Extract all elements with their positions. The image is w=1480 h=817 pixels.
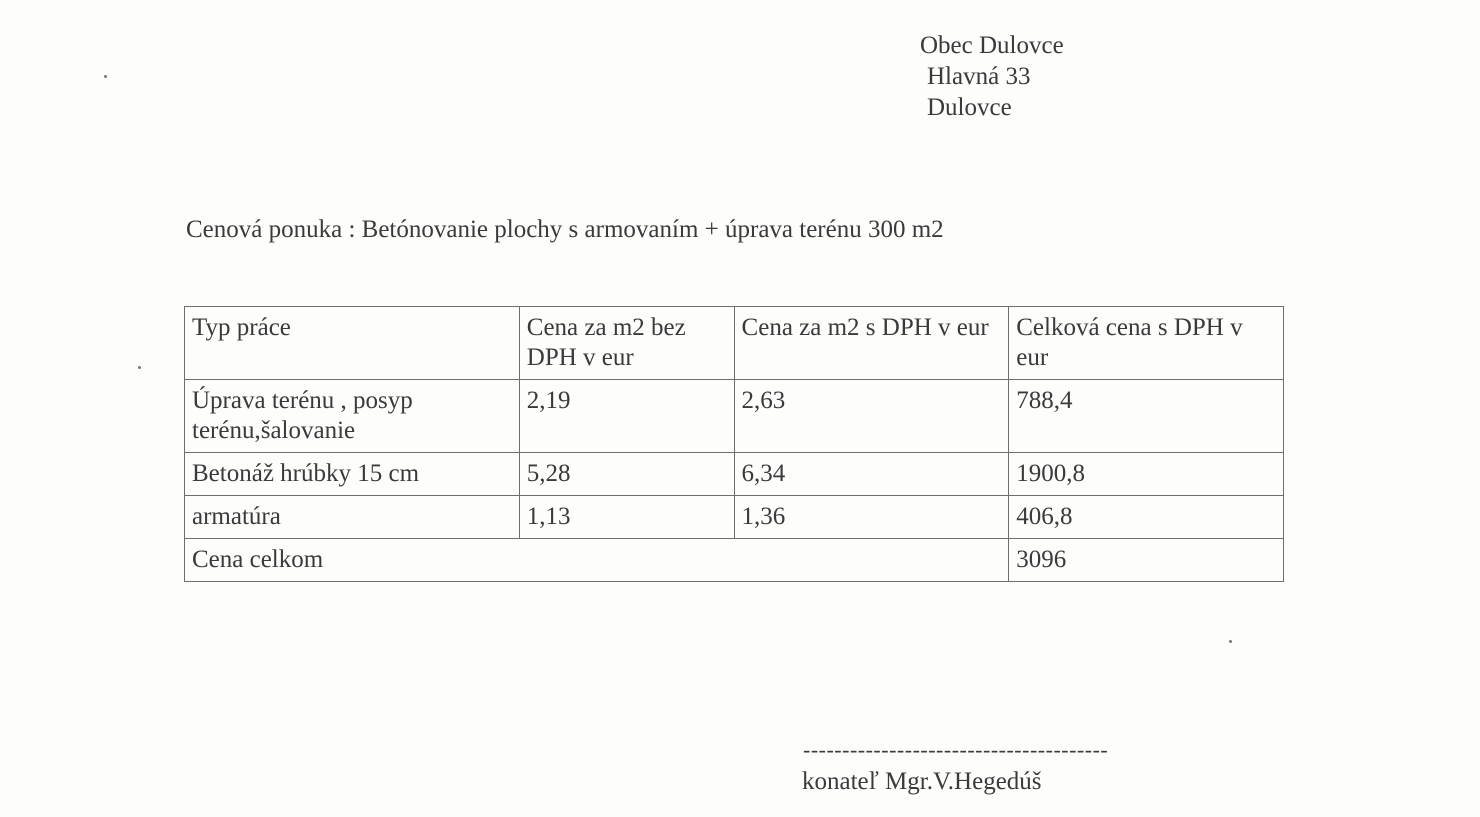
total-label: Cena celkom [185,539,1009,582]
table-cell: 1900,8 [1009,453,1284,496]
recipient-name: Obec Dulovce [920,32,1064,59]
header-cell: Celková cena s DPH v eur [1009,307,1284,380]
table-cell: armatúra [185,496,520,539]
table-row [185,380,1284,453]
recipient-street: Hlavná 33 [927,63,1031,90]
recipient-address [920,30,1064,123]
table-cell: 1,13 [519,496,734,539]
header-cell: Typ práce [185,307,520,380]
table-row [185,496,1284,539]
table-cell: Úprava terénu , posyp terénu,šalovanie [185,380,520,453]
scan-speck [138,366,141,369]
table-total-row [185,539,1284,582]
table-cell: 6,34 [734,453,1009,496]
table-row [185,453,1284,496]
signer-name: konateľ Mgr.V.Hegedúš [802,768,1042,795]
recipient-city: Dulovce [927,94,1012,121]
header-cell: Cena za m2 bez DPH v eur [519,307,734,380]
offer-title: Cenová ponuka : Betónovanie plochy s armovaním + úprava terénu 300 m2 [186,216,944,243]
total-value: 3096 [1009,539,1284,582]
table-cell: Betonáž hrúbky 15 cm [185,453,520,496]
scan-speck [104,75,107,78]
table-cell: 2,63 [734,380,1009,453]
price-table [184,306,1284,582]
table-cell: 788,4 [1009,380,1284,453]
signature-line: --------------------------------------- [803,737,1109,762]
table-cell: 2,19 [519,380,734,453]
header-cell: Cena za m2 s DPH v eur [734,307,1009,380]
table-header-row [185,307,1284,380]
table-cell: 1,36 [734,496,1009,539]
scan-speck [1229,640,1232,643]
table-cell: 406,8 [1009,496,1284,539]
table-cell: 5,28 [519,453,734,496]
